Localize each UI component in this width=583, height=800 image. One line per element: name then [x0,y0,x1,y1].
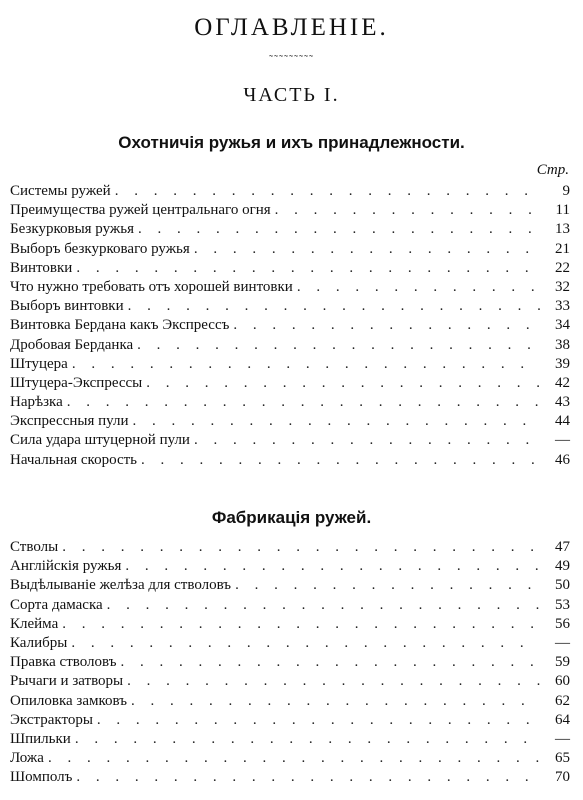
dot-leader [75,730,540,749]
toc-entry-page: 38 [555,336,570,353]
toc-entry [10,653,570,672]
toc-entry-title: Сорта дамаска [10,596,103,613]
toc-entry [10,692,570,711]
toc-entry [10,749,570,768]
dot-leader [138,220,540,239]
dot-leader [107,596,540,615]
toc-entry-page: 64 [555,711,570,728]
toc-entry-title: Ложа [10,750,44,767]
dot-leader [71,634,540,653]
toc-entry-title: Опиловка замковъ [10,692,127,709]
toc-entry-title: Дробовая Берданка [10,336,134,353]
dot-leader [128,297,540,316]
toc-entry-page: 49 [555,558,570,575]
toc-entry-title: Что нужно требовать отъ хорошей винтовки [10,278,293,295]
toc-entry [10,451,570,470]
dot-leader [67,393,540,412]
toc-list-2 [10,538,570,787]
toc-entry [10,557,570,576]
dot-leader [97,711,540,730]
dot-leader [121,653,541,672]
toc-entry-title: Шпильки [10,730,71,747]
toc-entry-page: 32 [555,278,570,295]
toc-entry-title: Выборъ безкурковаго ружья [10,240,190,257]
dot-leader [115,182,540,201]
toc-entry-title: Выдѣлываніе желѣза для стволовъ [10,577,232,594]
toc-entry-title: Винтовка Бердана какъ Экспрессъ [10,317,230,334]
toc-entry-page: 11 [555,202,570,219]
toc-entry [10,576,570,595]
dot-leader [194,431,540,450]
toc-entry [10,182,570,201]
toc-entry-page: — [555,634,570,651]
toc-entry-title: Калибры [10,634,68,651]
toc-entry-page: 39 [555,355,570,372]
toc-entry-page: 42 [555,374,570,391]
toc-entry-title: Стволы [10,539,59,555]
dot-leader [132,412,540,431]
toc-entry-page: 65 [555,750,570,767]
toc-entry-title: Экстракторы [10,711,93,728]
toc-entry-page: 34 [555,317,570,334]
dot-leader [137,336,540,355]
dot-leader [297,278,540,297]
toc-entry [10,538,570,557]
dot-leader [72,355,540,374]
page-column-header: Стр. [536,162,569,178]
dot-leader [194,240,540,259]
toc-entry-title: Сила удара штуцерной пули [10,432,190,449]
toc-entry-title: Англiйскiя ружья [10,558,122,575]
toc-entry [10,412,570,431]
toc-entry-title: Начальная скорость [10,451,137,468]
toc-entry-title: Системы ружей [10,183,111,199]
toc-entry-title: Винтовки [10,259,73,276]
dot-leader [131,692,540,711]
toc-entry [10,615,570,634]
toc-entry-page: 22 [555,259,570,276]
toc-entry [10,730,570,749]
toc-entry-title: Рычаги и затворы [10,673,124,690]
toc-entry-title: Штуцера [10,355,68,372]
toc-entry [10,768,570,787]
dot-leader [141,451,540,470]
dot-leader [76,259,540,278]
toc-entry-title: Штуцера-Экспрессы [10,374,143,391]
toc-entry-page: 56 [555,615,570,632]
dot-leader [127,672,540,691]
part-heading: ЧАСТЬ I. [243,84,340,106]
toc-entry [10,596,570,615]
toc-entry [10,297,570,316]
toc-entry [10,634,570,653]
toc-entry-page: 59 [555,654,570,671]
toc-entry-title: Безкурковыя ружья [10,221,134,238]
dot-leader [62,615,540,634]
dot-leader [76,768,540,787]
toc-entry [10,672,570,691]
section-heading-1: Охотничiя ружья и ихъ принадлежности. [118,133,465,152]
toc-entry-page: 21 [555,240,570,257]
toc-entry-page: 47 [555,539,570,555]
section-heading-2: Фабрикацiя ружей. [211,508,372,527]
toc-entry-page: 62 [555,692,570,709]
toc-list-1 [10,182,570,470]
toc-entry-title: Клейма [10,615,59,632]
toc-entry [10,374,570,393]
toc-entry-title: Экспрессныя пули [10,413,129,430]
toc-entry [10,316,570,335]
toc-entry-page: 46 [555,451,570,468]
toc-entry-page: 9 [562,183,570,199]
toc-entry-page: 60 [555,673,570,690]
toc-entry-page: — [555,432,570,449]
toc-entry [10,711,570,730]
toc-entry [10,336,570,355]
toc-entry-title: Правка стволовъ [10,654,117,671]
toc-entry-page: 70 [555,769,570,786]
toc-entry [10,220,570,239]
toc-entry-page: 53 [555,596,570,613]
dot-leader [48,749,540,768]
toc-entry [10,201,570,220]
dot-leader [125,557,540,576]
toc-entry [10,431,570,450]
dot-leader [146,374,540,393]
toc-entry-page: 13 [555,221,570,238]
dot-leader [62,538,540,557]
dot-leader [235,576,540,595]
toc-entry [10,355,570,374]
toc-entry-title: Шомполъ [10,769,73,786]
toc-entry [10,259,570,278]
dot-leader [233,316,540,335]
toc-entry-page: 43 [555,394,570,411]
toc-entry-page: — [555,730,570,747]
toc-entry [10,393,570,412]
toc-entry-page: 33 [555,298,570,315]
decorative-divider: ˜˜˜˜˜˜˜˜˜ [269,52,314,66]
dot-leader [275,201,540,220]
toc-entry-page: 50 [555,577,570,594]
toc-entry-title: Преимущества ружей центральнаго огня [10,202,271,219]
toc-entry-page: 44 [555,413,570,430]
page-title: ОГЛАВЛЕНIЕ. [194,14,389,41]
toc-entry [10,278,570,297]
toc-entry [10,240,570,259]
toc-entry-title: Выборъ винтовки [10,298,124,315]
toc-entry-title: Нарѣзка [10,394,63,411]
